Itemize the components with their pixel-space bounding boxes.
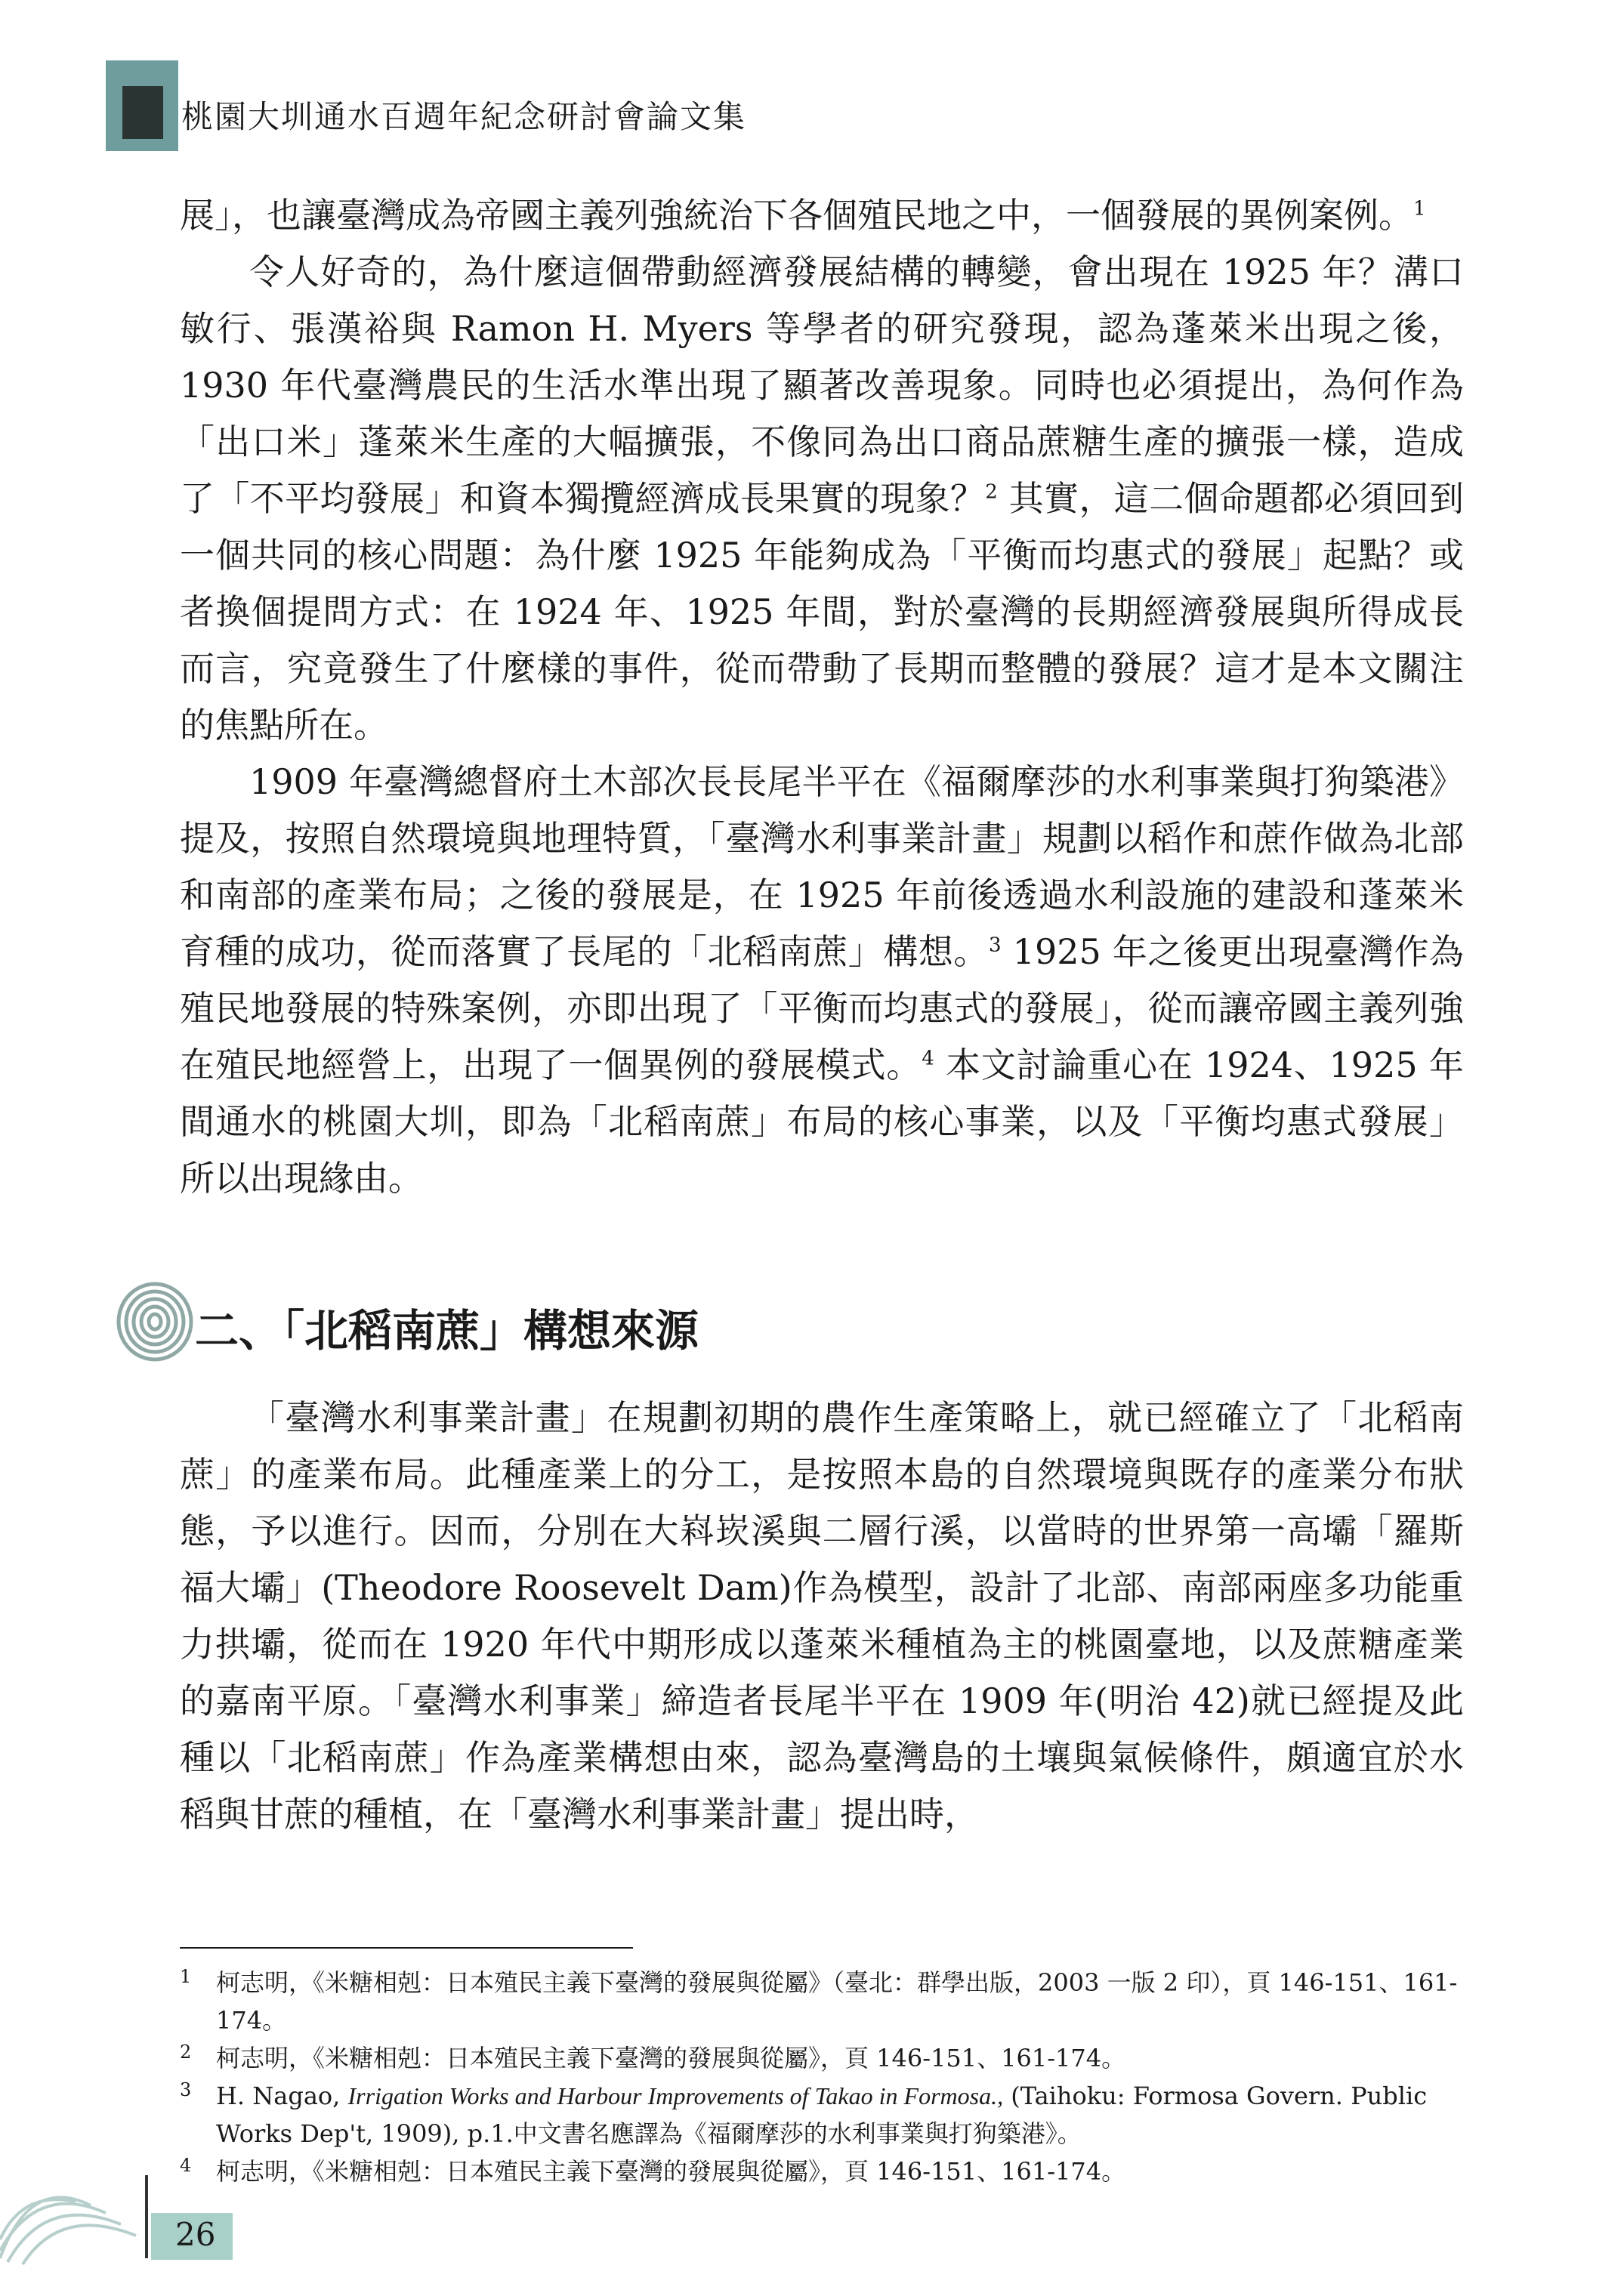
paragraph-3-text-a: 1909 年臺灣總督府土木部次長長尾半平在《福爾摩莎的水利事業與打狗築港》提及，按照自然環境與地理特質，「臺灣水利事業計畫」規劃以稻作和蔗作做為北部和南部的產業布局；之後的發展是，在 1925 年前後透過水利設施的建設和蓬萊米育種的成功，從而落實了長尾的「北稻南蔗」構想。 [180, 761, 1464, 972]
footnote-title-italic: Irrigation Works and Harbour Improvements of Takao in Formosa., [347, 2082, 1004, 2109]
running-title: 桃園大圳通水百週年紀念研討會論文集 [181, 98, 747, 135]
body-text-bottom [180, 1390, 1464, 1843]
footnote-2 [180, 2039, 1464, 2077]
footnote-number: 3 [180, 2079, 192, 2100]
footnote-text-pre: H. Nagao, [216, 2082, 348, 2110]
footnote-text: 柯志明，《米糖相剋：日本殖民主義下臺灣的發展與從屬》（臺北：群學出版，2003 一版 2 印），頁 146-151、161-174。 [216, 1968, 1458, 2035]
section-title: 二、「北稻南蔗」構想來源 [195, 1305, 699, 1356]
paragraph-3 [180, 754, 1464, 1207]
footnote-text: 柯志明，《米糖相剋：日本殖民主義下臺灣的發展與從屬》，頁 146-151、161-174。 [216, 2044, 1126, 2072]
paragraph-2-text-a: 令人好奇的，為什麼這個帶動經濟發展結構的轉變，會出現在 1925 年？溝口敏行、張漢裕與 Ramon H. Myers 等學者的研究發現，認為蓬萊米出現之後，1930 年代臺灣農民的生活水準出現了顯著改善現象。同時也必須提出，為何作為「出口米」蓬萊米生產的大幅擴張，不像同為出口商品蔗糖生產的擴張一樣，造成了「不平均發展」和資本獨攬經濟成長果實的現象？ [180, 252, 1464, 519]
footnote-ref-4[interactable]: 4 [922, 1047, 934, 1070]
footnote-3 [180, 2077, 1464, 2153]
header-square-mark [106, 60, 178, 151]
fingerprint-icon [113, 1273, 204, 1371]
footnote-4 [180, 2153, 1464, 2190]
footnotes [180, 1964, 1464, 2190]
footnote-ref-1[interactable]: 1 [1413, 197, 1426, 221]
header-square-front [122, 86, 163, 139]
paragraph-3-text-c: 本文討論重心在 1924、1925 年間通水的桃園大圳，即為「北稻南蔗」布局的核心事業，以及「平衡均惠式發展」所以出現緣由。 [180, 1045, 1465, 1199]
paragraph-4: 「臺灣水利事業計畫」在規劃初期的農作生產策略上，就已經確立了「北稻南蔗」的產業布局。此種產業上的分工，是按照本島的自然環境與既存的產業分布狀態，予以進行。因而，分別在大嵙崁溪與二層行溪，以當時的世界第一高壩「羅斯福大壩」(Theodore Roosevelt Dam)作為模型，設計了北部、南部兩座多功能重力拱壩，從而在 1920 年代中期形成以蓬萊米種植為主的桃園臺地，以及蔗糖產業的嘉南平原。「臺灣水利事業」締造者長尾半平在 1909 年(明治 42)就已經提及此種以「北稻南蔗」作為產業構想由來，認為臺灣島的土壤與氣候條件，頗適宜於水稻與甘蔗的種植，在「臺灣水利事業計畫」提出時， [180, 1397, 1464, 1835]
footnote-number: 2 [180, 2041, 192, 2063]
footnote-text: 柯志明，《米糖相剋：日本殖民主義下臺灣的發展與從屬》，頁 146-151、161-174。 [216, 2157, 1126, 2186]
footnote-ref-2[interactable]: 2 [985, 480, 998, 504]
paragraph-2-text-b: 其實，這二個命題都必須回到一個共同的核心問題：為什麼 1925 年能夠成為「平衡而均惠式的發展」起點？或者換個提問方式：在 1924 年、1925 年間，對於臺灣的長期經濟發展與所得成長而言，究竟發生了什麼樣的事件，從而帶動了長期而整體的發展？這才是本文關注的焦點所在。 [180, 478, 1465, 745]
paragraph-3-text-b: 1925 年之後更出現臺灣作為殖民地發展的特殊案例，亦即出現了「平衡而均惠式的發展」，從而讓帝國主義列強在殖民地經營上，出現了一個異例的發展模式。 [180, 931, 1465, 1085]
footnote-number: 1 [180, 1966, 192, 1987]
paragraph-1-text: 展」，也讓臺灣成為帝國主義列強統治下各個殖民地之中，一個發展的異例案例。 [180, 195, 1413, 236]
paragraph-1 [180, 187, 1464, 244]
page-footer [0, 2160, 257, 2266]
page-number: 26 [175, 2216, 216, 2253]
fingerprint-swirl-icon [0, 2160, 144, 2266]
footnote-ref-3[interactable]: 3 [988, 934, 1002, 957]
footnote-1 [180, 1964, 1464, 2039]
body-text-top [180, 187, 1464, 1207]
footnote-divider [180, 1947, 633, 1949]
footnote-text-post: (Taihoku: Formosa Govern. Public Works Dep't, 1909), p.1.中文書名應譯為《福爾摩莎的水利事業與打狗築港》。 [216, 2082, 1428, 2148]
footer-bar [145, 2175, 148, 2258]
footnote-number: 4 [180, 2155, 192, 2176]
paragraph-2 [180, 244, 1464, 754]
